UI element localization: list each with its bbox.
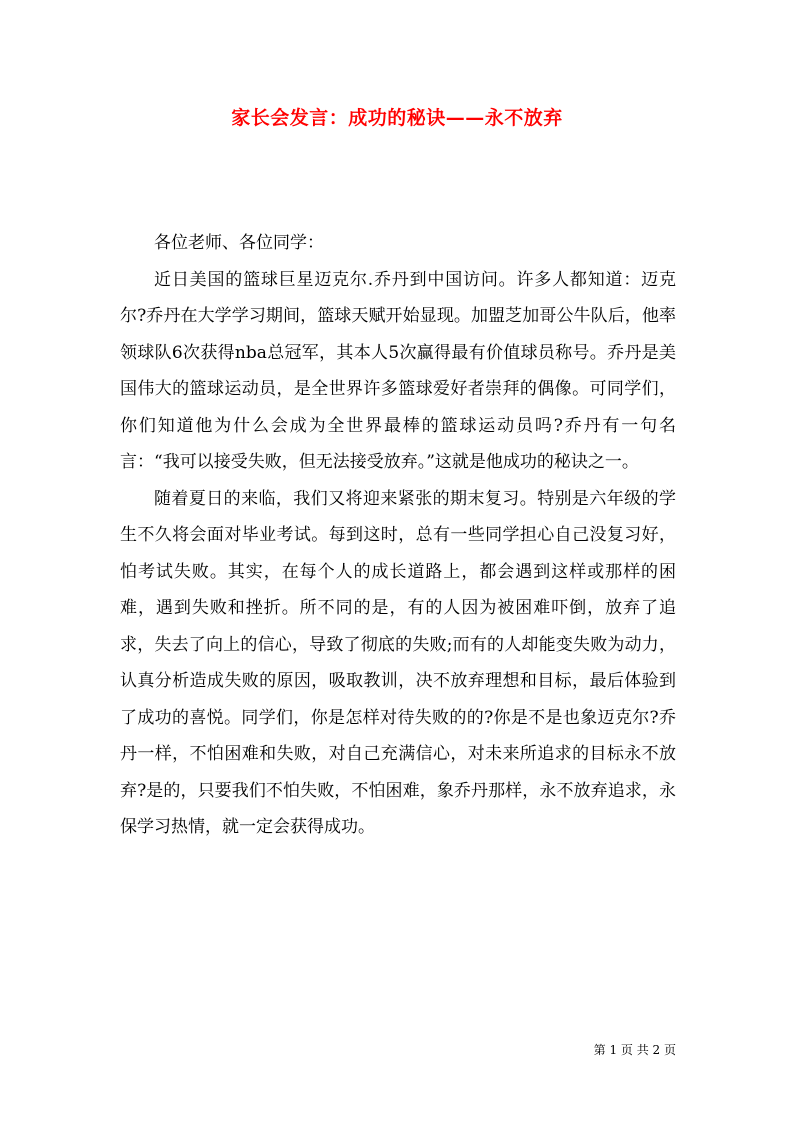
body-paragraph: 近日美国的篮球巨星迈克尔.乔丹到中国访问。许多人都知道：迈克尔?乔丹在大学学习期间，篮球天赋开始显现。加盟芝加哥公牛队后，他率领球队6次获得nba总冠军，其本人5次赢得最有价值球员称号。乔丹是美国伟大的篮球运动员，是全世界许多篮球爱好者崇拜的偶像。可同学们，你们知道他为什么会成为全世界最棒的篮球运动员吗?乔丹有一句名言：“我可以接受失败，但无法接受放弃。”这就是他成功的秘诀之一。 [120, 269, 676, 472]
page-number-footer: 第 1 页 共 2 页 [593, 1043, 676, 1057]
body-paragraph: 随着夏日的来临，我们又将迎来紧张的期末复习。特别是六年级的学生不久将会面对毕业考试。每到这时，总有一些同学担心自己没复习好，怕考试失败。其实，在每个人的成长道路上，都会遇到这样或那样的困难，遇到失败和挫折。所不同的是，有的人因为被困难吓倒，放弃了追求，失去了向上的信心，导致了彻底的失败;而有的人却能变失败为动力，认真分析造成失败的原因，吸取教训，决不放弃理想和目标，最后体验到了成功的喜悦。同学们，你是怎样对待失败的的?你是不是也象迈克尔?乔丹一样，不怕困难和失败，对自己充满信心，对未来所追求的目标永不放弃?是的，只要我们不怕失败，不怕困难，象乔丹那样，永不放弃追求，永保学习热情，就一定会获得成功。 [120, 488, 676, 837]
document-title: 家长会发言：成功的秘诀——永不放弃 [231, 107, 563, 129]
document-body [120, 225, 676, 846]
salutation-paragraph: 各位老师、各位同学： [154, 233, 324, 253]
